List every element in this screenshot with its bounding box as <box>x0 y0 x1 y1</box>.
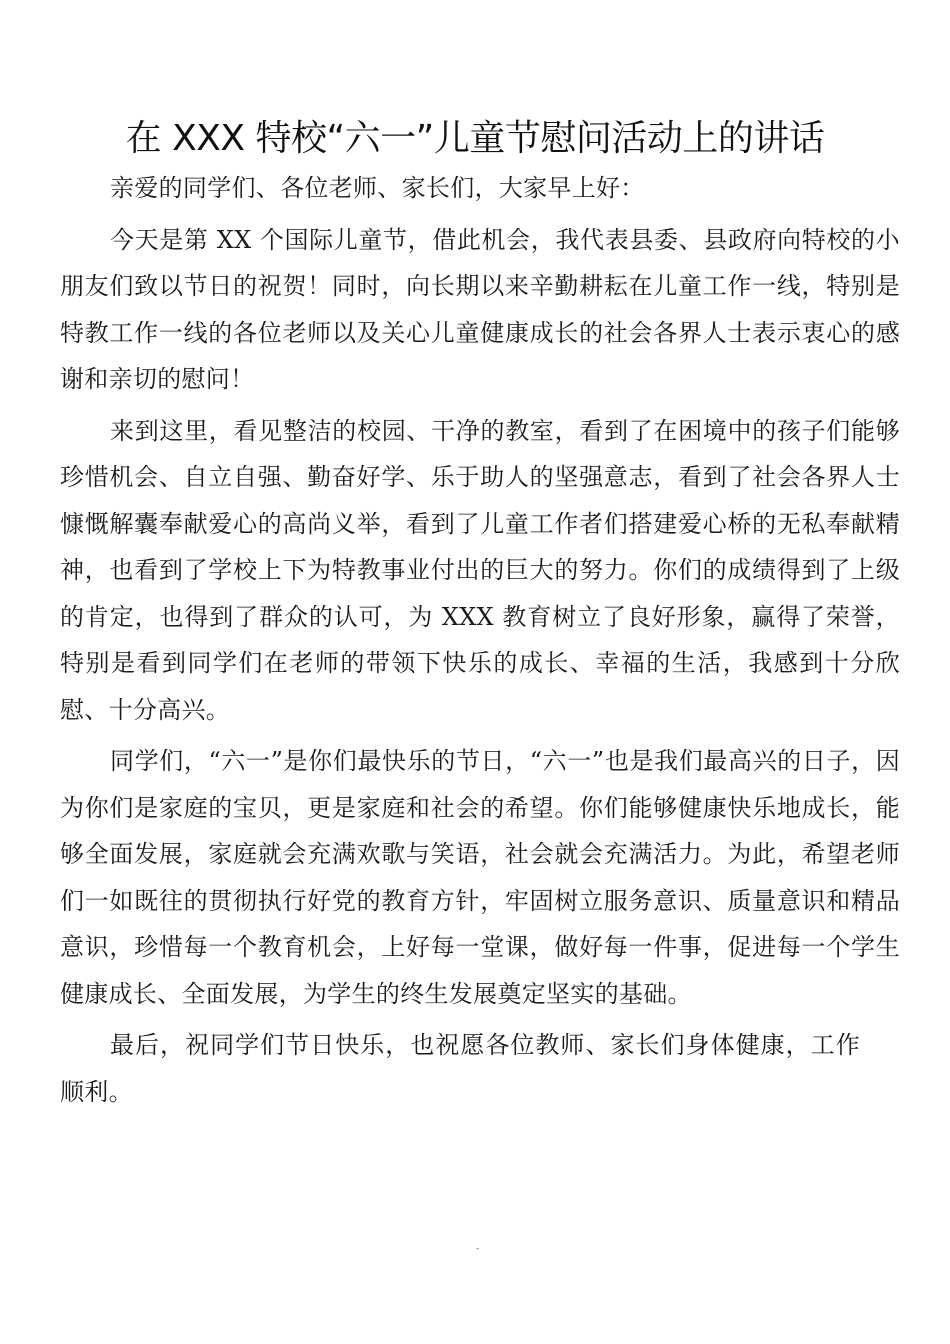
paragraph-achievements: 来到这里，看见整洁的校园、干净的教室，看到了在困境中的孩子们能够珍惜机会、自立自强、勤奋好学、乐于助人的坚强意志，看到了社会各界人士慷慨解囊奉献爱心的高尚义举，看到了儿童工作者们搭建爱心桥的无私奉献精神，也看到了学校上下为特教事业付出的巨大的努力。你们的成绩得到了上级的肯定，也得到了群众的认可，为 XXX 教育树立了良好形象，赢得了荣誉，特别是看到同学们在老师的带领下快乐的成长、幸福的生活，我感到十分欣慰、十分高兴。 <box>60 416 900 724</box>
paragraph-opening: 今天是第 XX 个国际儿童节，借此机会，我代表县委、县政府向特校的小朋友们致以节日的祝贺！同时，向长期以来辛勤耕耘在儿童工作一线，特别是特教工作一线的各位老师以及关心儿童健康成长的社会各界人士表示衷心的感谢和亲切的慰问！ <box>60 225 900 393</box>
greeting-paragraph: 亲爱的同学们、各位老师、家长们，大家早上好： <box>110 174 645 202</box>
page-footer-mark: - <box>476 1244 480 1254</box>
document-body <box>60 165 900 1120</box>
paragraph-hopes: 同学们，“六一”是你们最快乐的节日，“六一”也是我们最高兴的日子，因为你们是家庭的宝贝，更是家庭和社会的希望。你们能够健康快乐地成长，能够全面发展，家庭就会充满欢歌与笑语，社会就会充满活力。为此，希望老师们一如既往的贯彻执行好党的教育方针，牢固树立服务意识、质量意识和精品意识，珍惜每一个教育机会，上好每一堂课，做好每一件事，促进每一个学生健康成长、全面发展，为学生的终生发展奠定坚实的基础。 <box>60 747 900 1008</box>
paragraph-closing: 最后，祝同学们节日快乐，也祝愿各位教师、家长们身体健康，工作顺利。 <box>60 1031 860 1106</box>
document-title: 在 XXX 特校“六一”儿童节慰问活动上的讲话 <box>125 118 825 159</box>
